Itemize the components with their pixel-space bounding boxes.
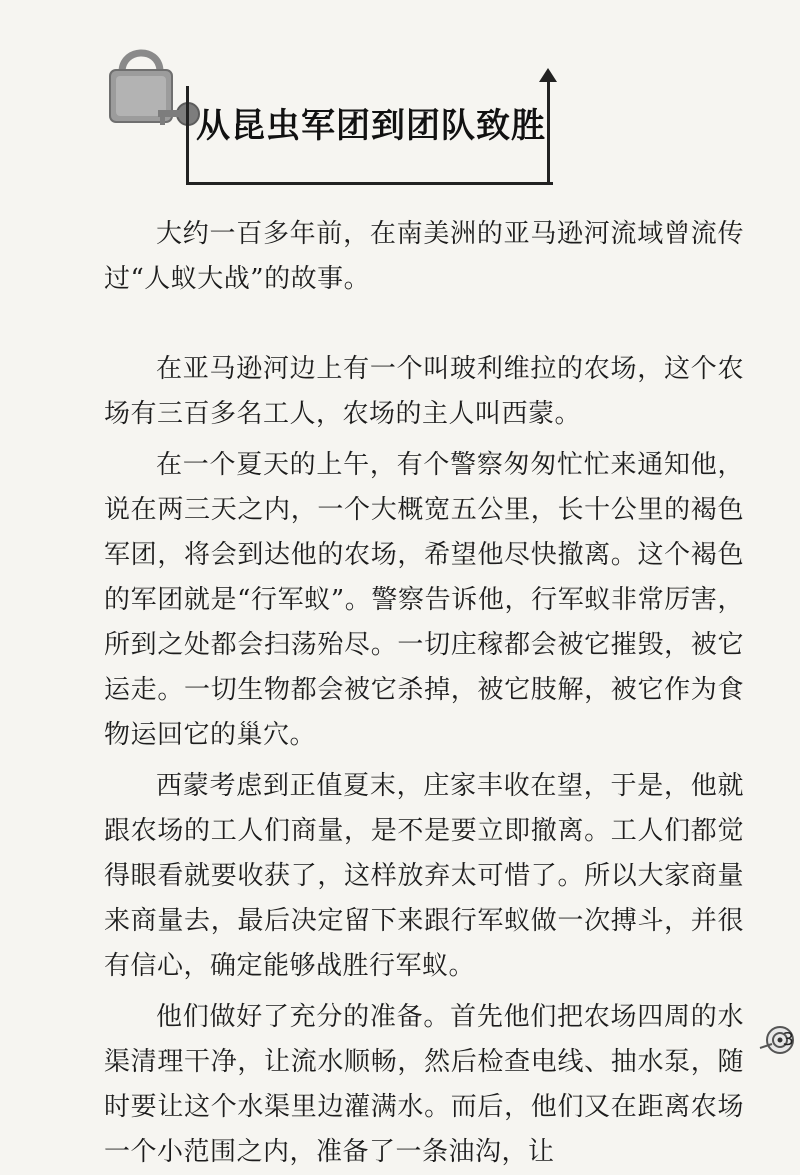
paragraph-3: 在一个夏天的上午，有个警察匆匆忙忙来通知他，说在两三天之内，一个大概宽五公里，长十公里的褐色军团，将会到达他的农场，希望他尽快撤离。这个褐色的军团就是“行军蚁”。警察告诉他，行军蚁非常厉害，所到之处都会扫荡殆尽。一切庄稼都会被它摧毁，被它运走。一切生物都会被它杀掉，被它肢解，被它作为食物运回它的巢穴。 <box>104 450 744 750</box>
paragraph-1: 大约一百多年前，在南美洲的亚马逊河流域曾流传过“人蚁大战”的故事。 <box>104 219 744 294</box>
chapter-title: 从昆虫军团到团队致胜 <box>196 106 546 146</box>
paragraph-5: 他们做好了充分的准备。首先他们把农场四周的水渠清理干净，让流水顺畅，然后检查电线、抽水泵，随时要让这个水渠里边灌满水。而后，他们又在距离农场一个小范围之内，准备了一条油沟，让 <box>104 1002 744 1167</box>
chapter-header <box>100 36 560 156</box>
page-number: 3 <box>782 1029 794 1050</box>
arrow-up-icon <box>539 68 557 82</box>
paragraph-2: 在亚马逊河边上有一个叫玻利维拉的农场，这个农场有三百多名工人，农场的主人叫西蒙。 <box>104 354 744 429</box>
paragraph-4: 西蒙考虑到正值夏末，庄家丰收在望，于是，他就跟农场的工人们商量，是不是要立即撤离。工人们都觉得眼看就要收获了，这样放弃太可惜了。所以大家商量来商量去，最后决定留下来跟行军蚁做一次搏斗，并很有信心，确定能够战胜行军蚁。 <box>104 771 744 981</box>
body-text <box>104 212 744 1175</box>
title-arrow-line <box>547 78 550 182</box>
